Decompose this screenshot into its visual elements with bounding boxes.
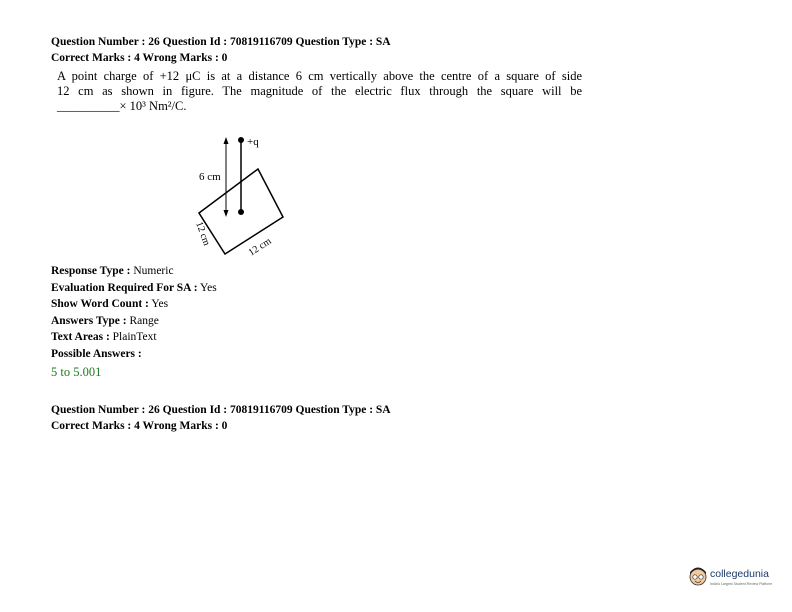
centre-dot	[238, 209, 244, 215]
question-line-2: 12 cm as shown in figure. The magnitude of the electric flux through the square will be	[57, 84, 582, 98]
evaluation-required: Evaluation Required For SA : Yes	[51, 282, 217, 294]
arrow-up-icon	[224, 137, 229, 144]
charge-dot	[238, 137, 244, 143]
response-type: Response Type : Numeric	[51, 265, 174, 277]
logo-text: collegedunia	[710, 568, 769, 580]
show-word-count: Show Word Count : Yes	[51, 298, 169, 310]
side-right-label: 12 cm	[246, 235, 274, 259]
answers-type: Answers Type : Range	[51, 315, 159, 327]
possible-answers-value: 5 to 5.001	[51, 365, 102, 379]
marks-header: Correct Marks : 4 Wrong Marks : 0	[51, 52, 228, 64]
mascot-icon	[688, 565, 708, 591]
text-areas: Text Areas : PlainText	[51, 331, 157, 343]
side-left-label: 12 cm	[193, 220, 212, 248]
question-line-3-text: × 10³ Nm²/C.	[119, 99, 187, 113]
answer-blank: __________	[57, 99, 120, 113]
marks-header-2: Correct Marks : 4 Wrong Marks : 0	[51, 420, 228, 432]
question-header-2: Question Number : 26 Question Id : 70819116709 Question Type : SA	[51, 404, 391, 416]
height-label: 6 cm	[199, 171, 221, 183]
question-text	[57, 69, 582, 114]
logo-tagline: India's Largest Student Review Platform	[710, 582, 773, 586]
question-line-1: A point charge of +12 μC is at a distance 6 cm vertically above the centre of a square of side	[57, 69, 582, 83]
charge-label: +q	[247, 136, 259, 148]
square-charge-figure	[185, 128, 305, 263]
collegedunia-logo	[688, 563, 778, 593]
question-line-3	[57, 99, 582, 114]
possible-answers-label: Possible Answers :	[51, 348, 142, 360]
question-header: Question Number : 26 Question Id : 70819116709 Question Type : SA	[51, 36, 391, 48]
arrow-down-icon	[224, 210, 229, 217]
